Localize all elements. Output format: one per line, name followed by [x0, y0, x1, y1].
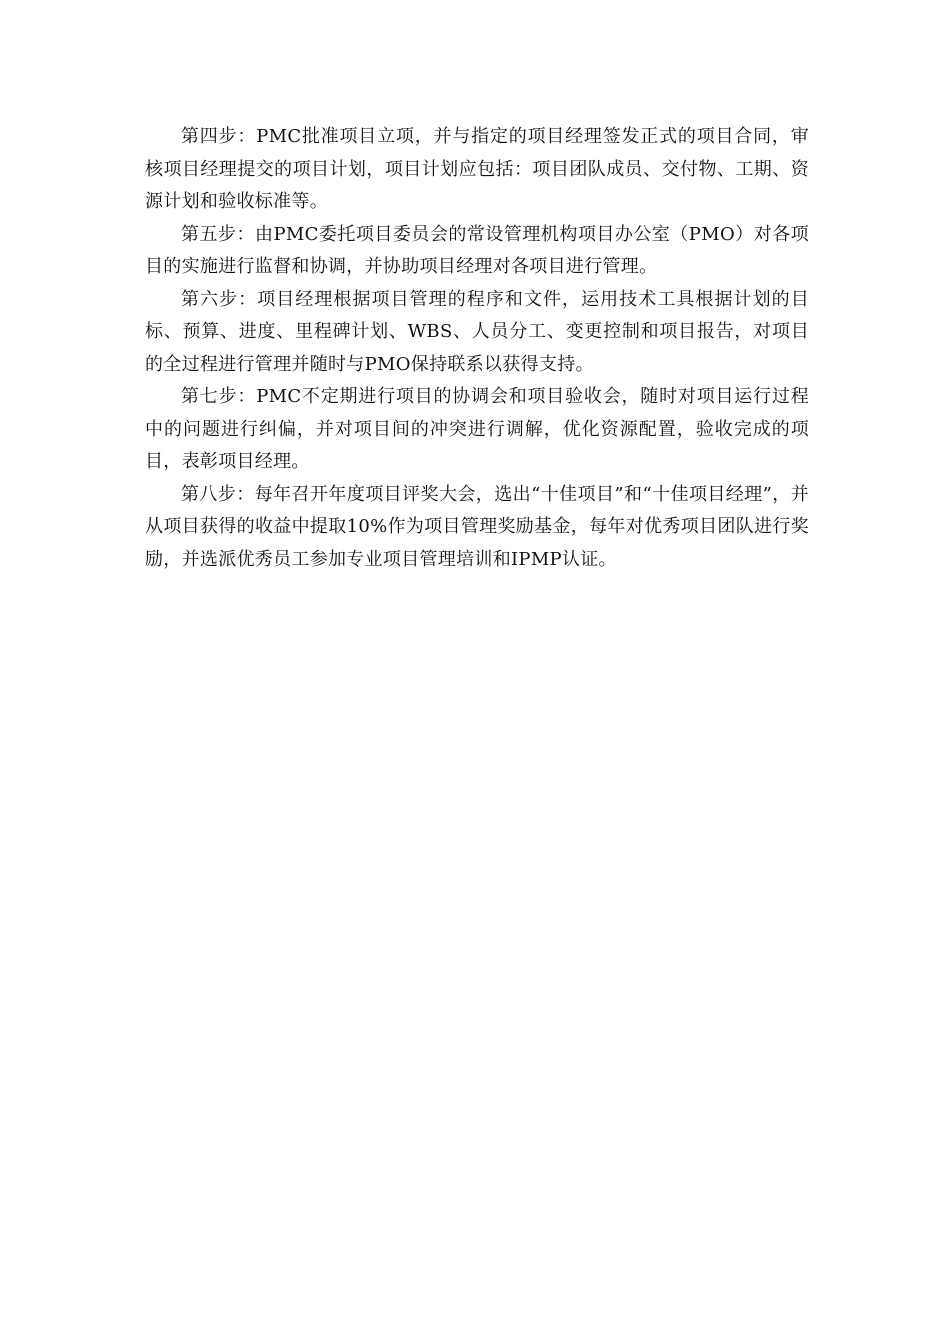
- paragraph-step-4: 第四步：PMC批准项目立项，并与指定的项目经理签发正式的项目合同，审核项目经理提交的项目计划，项目计划应包括：项目团队成员、交付物、工期、资源计划和验收标准等。: [145, 126, 809, 212]
- paragraph-step-8: 第八步：每年召开年度项目评奖大会，选出“十佳项目”和“十佳项目经理”，并从项目获得的收益中提取10%作为项目管理奖励基金，每年对优秀项目团队进行奖励，并选派优秀员工参加专业项目管理培训和IPMP认证。: [145, 483, 809, 570]
- document-body: [145, 121, 809, 576]
- paragraph-step-6: 第六步：项目经理根据项目管理的程序和文件，运用技术工具根据计划的目标、预算、进度、里程碑计划、WBS、人员分工、变更控制和项目报告，对项目的全过程进行管理并随时与PMO保持联系以获得支持。: [145, 288, 809, 375]
- paragraph-step-5: 第五步：由PMC委托项目委员会的常设管理机构项目办公室（PMO）对各项目的实施进行监督和协调，并协助项目经理对各项目进行管理。: [145, 223, 809, 277]
- paragraph-step-7: 第七步：PMC不定期进行项目的协调会和项目验收会，随时对项目运行过程中的问题进行纠偏，并对项目间的冲突进行调解，优化资源配置，验收完成的项目，表彰项目经理。: [145, 386, 809, 472]
